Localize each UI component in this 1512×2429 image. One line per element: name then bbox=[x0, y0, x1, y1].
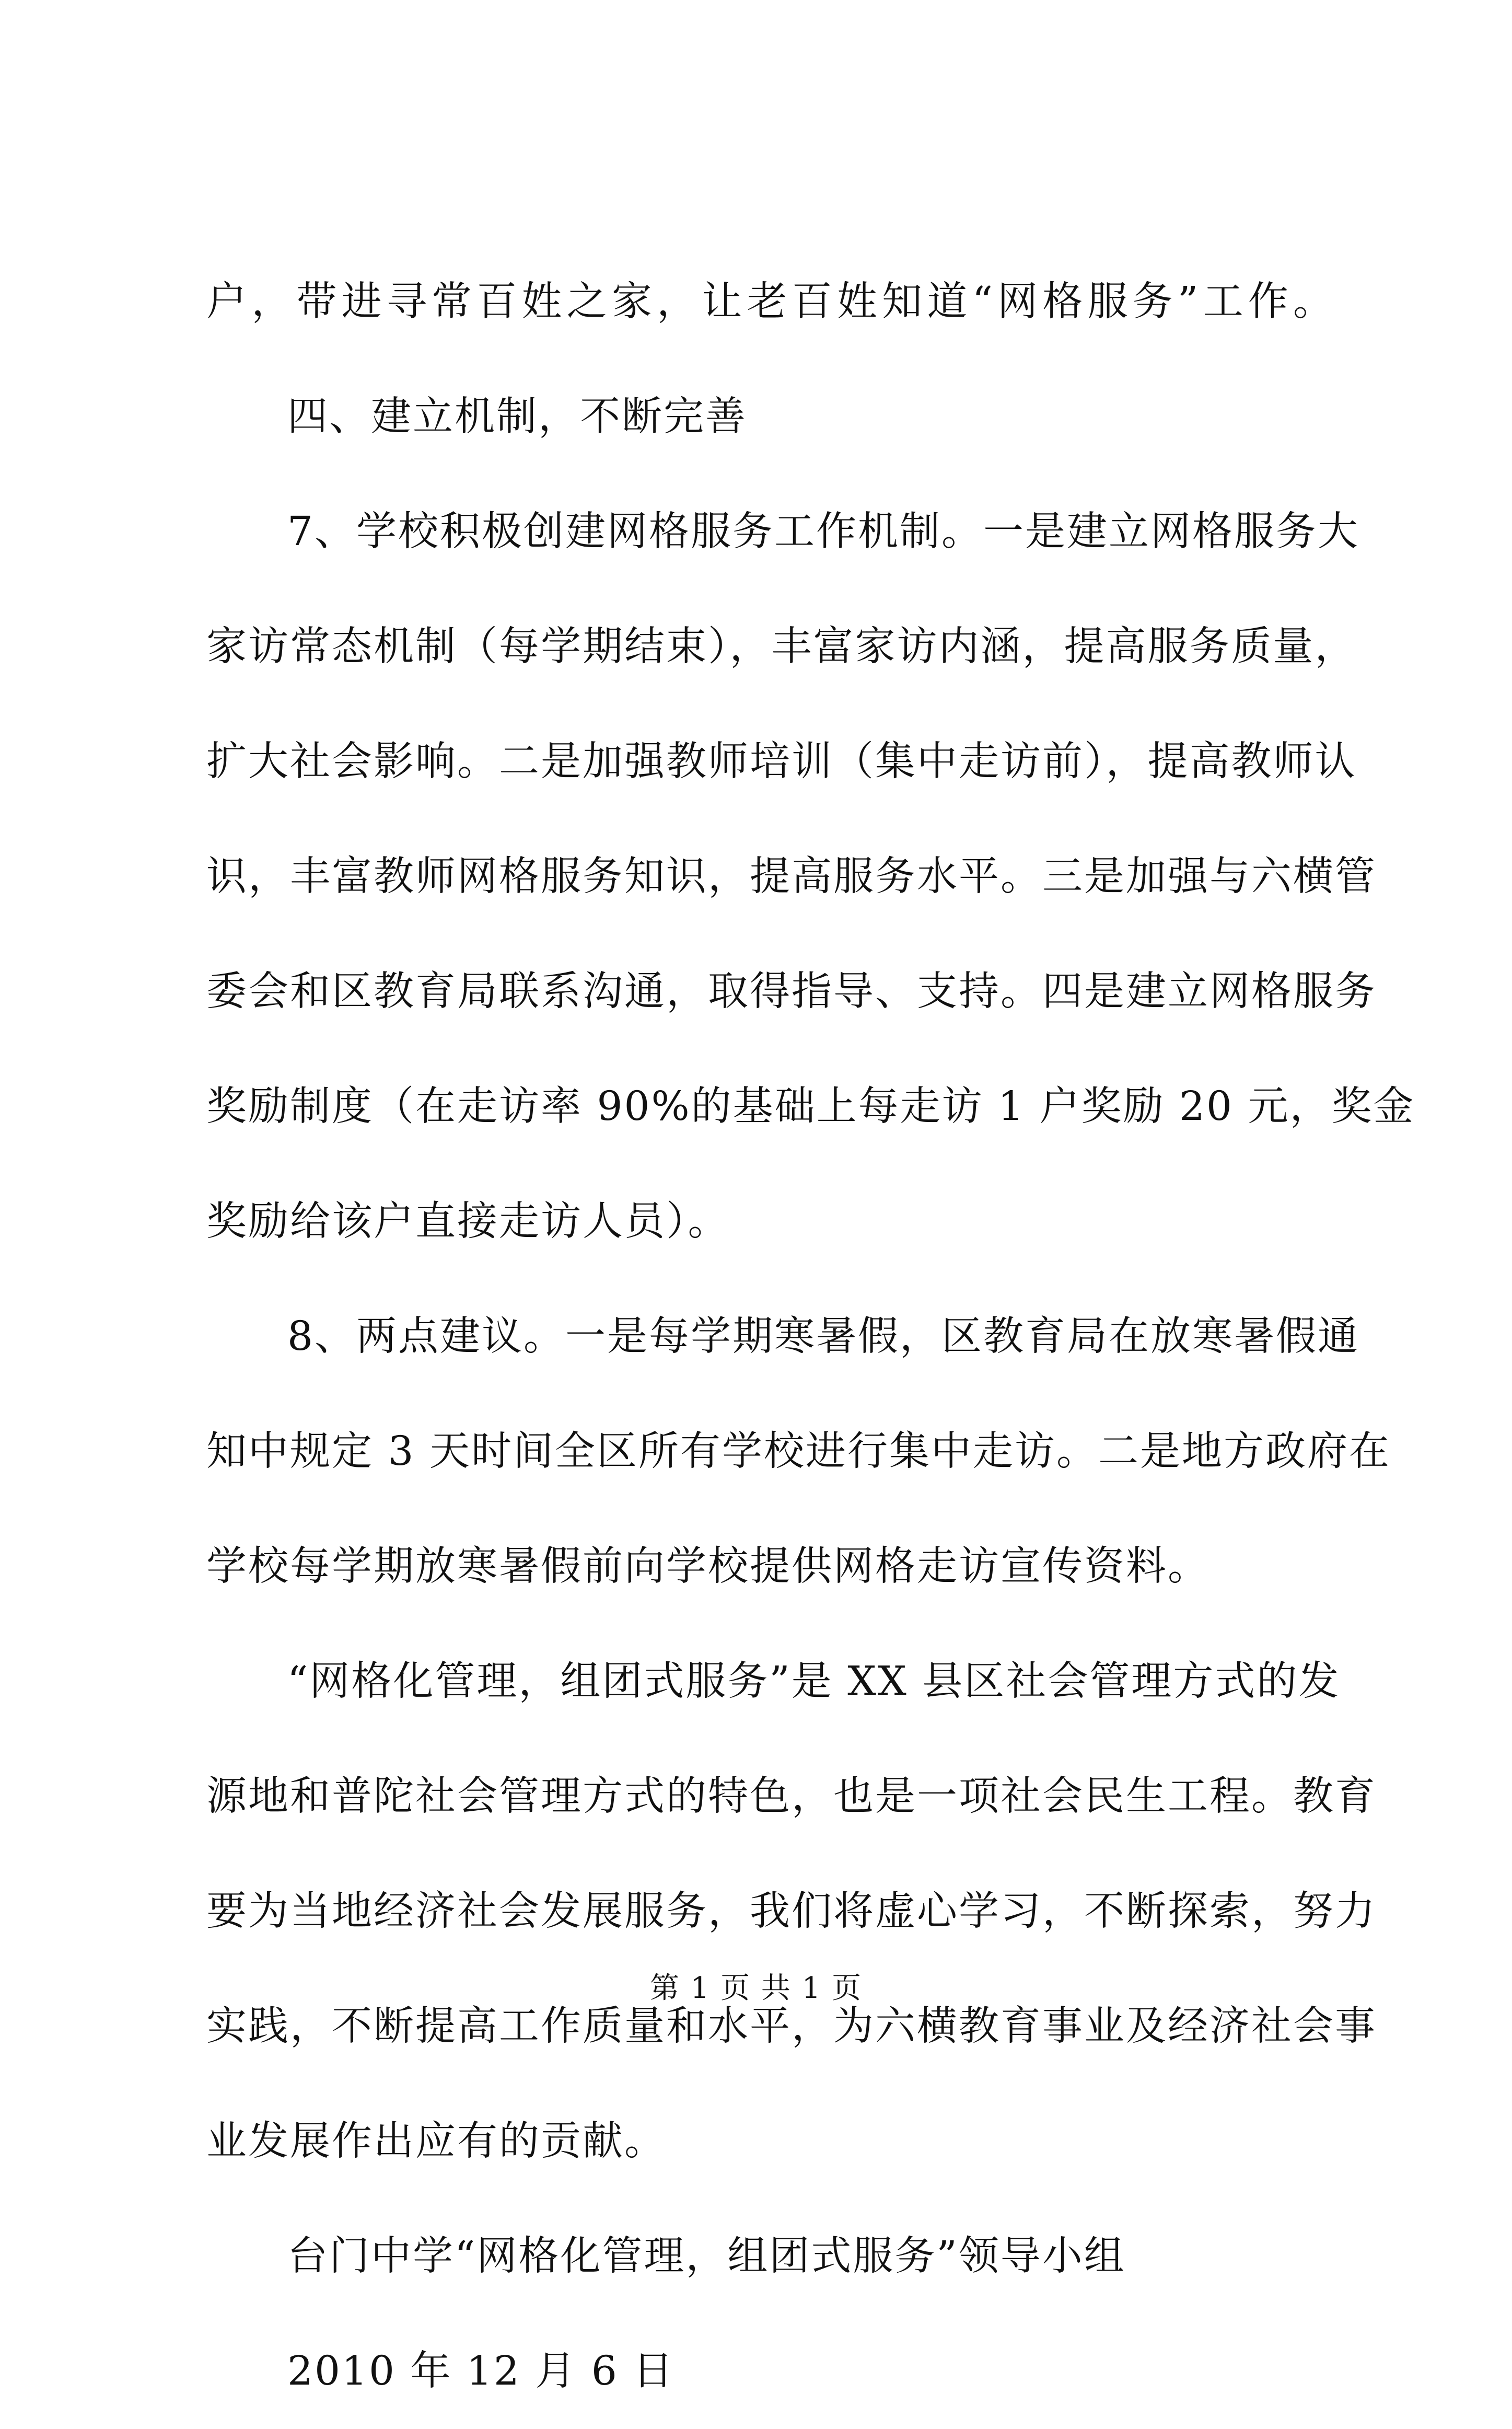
page-number-footer: 第 1 页 共 1 页 bbox=[649, 1971, 863, 2005]
paragraph-line: 学校每学期放寒暑假前向学校提供网格走访宣传资料。 bbox=[206, 1543, 1209, 1590]
paragraph-line: 要为当地经济社会发展服务，我们将虚心学习，不断探索，努力 bbox=[206, 1888, 1377, 1935]
paragraph-line: 实践，不断提高工作质量和水平，为六横教育事业及经济社会事 bbox=[206, 2003, 1377, 2050]
paragraph-line: 家访常态机制（每学期结束），丰富家访内涵，提高服务质量， bbox=[206, 623, 1357, 670]
paragraph-line: 户，带进寻常百姓之家，让老百姓知道“网格服务”工作。 bbox=[206, 279, 1335, 325]
paragraph-line: 8、两点建议。一是每学期寒暑假，区教育局在放寒暑假通 bbox=[287, 1313, 1359, 1360]
paragraph-line: 奖励制度（在走访率 90%的基础上每走访 1 户奖励 20 元，奖金 bbox=[206, 1083, 1415, 1130]
paragraph-line: 业发展作出应有的贡献。 bbox=[206, 2118, 666, 2165]
paragraph-line: 扩大社会影响。二是加强教师培训（集中走访前），提高教师认 bbox=[206, 738, 1357, 785]
paragraph-line: 奖励给该户直接走访人员）。 bbox=[206, 1198, 730, 1245]
section-heading: 四、建立机制，不断完善 bbox=[287, 394, 747, 440]
document-body bbox=[206, 245, 1415, 2429]
paragraph-line: 识，丰富教师网格服务知识，提高服务水平。三是加强与六横管 bbox=[206, 853, 1377, 900]
paragraph-line: “网格化管理，组团式服务”是 XX 县区社会管理方式的发 bbox=[287, 1658, 1341, 1705]
signature-date: 2010 年 12 月 6 日 bbox=[287, 2348, 675, 2395]
paragraph-line: 7、学校积极创建网格服务工作机制。一是建立网格服务大 bbox=[287, 508, 1359, 555]
paragraph-line: 知中规定 3 天时间全区所有学校进行集中走访。二是地方政府在 bbox=[206, 1428, 1391, 1475]
signature-organization: 台门中学“网格化管理，组团式服务”领导小组 bbox=[287, 2233, 1126, 2280]
paragraph-line: 源地和普陀社会管理方式的特色，也是一项社会民生工程。教育 bbox=[206, 1773, 1377, 1820]
paragraph-line: 委会和区教育局联系沟通，取得指导、支持。四是建立网格服务 bbox=[206, 968, 1377, 1015]
